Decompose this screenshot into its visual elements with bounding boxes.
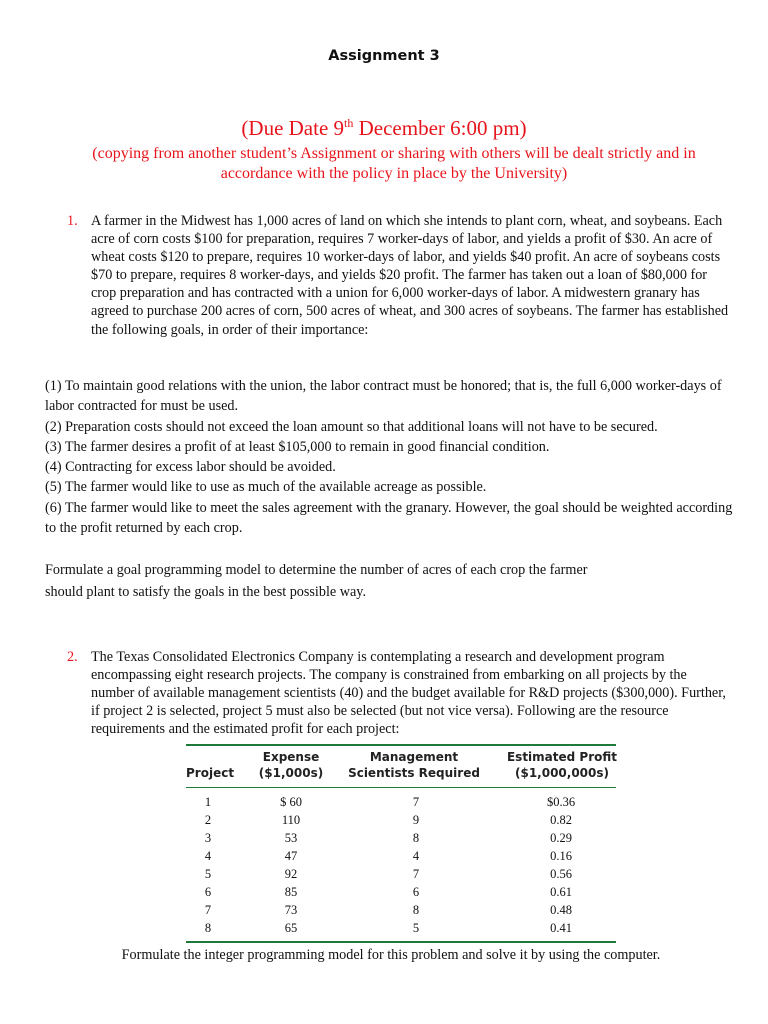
- cell-profit: 0.41: [550, 921, 572, 935]
- header-management-line1: Management: [369, 750, 459, 764]
- header-profit-line1: Estimated Profit: [506, 750, 618, 764]
- cell-scientists: 6: [412, 885, 420, 899]
- cell-scientists: 5: [412, 921, 420, 935]
- question-1-number: 1.: [67, 213, 78, 229]
- goal-item: (2) Preparation costs should not exceed the loan amount so that additional loans will not have to be secured.: [45, 418, 658, 435]
- cell-expense: $ 60: [280, 795, 302, 809]
- cell-profit: 0.82: [550, 813, 572, 827]
- table-row: [186, 903, 616, 921]
- due-sup: th: [344, 116, 354, 130]
- goal-item: (6) The farmer would like to meet the sales agreement with the granary. However, the goal should be weighted according to the profit returned by each crop.: [45, 499, 733, 537]
- table-bottom-rule: [186, 941, 616, 943]
- cell-profit: 0.56: [550, 867, 572, 881]
- cell-project: 6: [204, 885, 212, 899]
- header-expense-line1: Expense: [262, 750, 320, 764]
- cell-expense: 53: [284, 831, 298, 845]
- cell-project: 2: [204, 813, 212, 827]
- cell-scientists: 4: [412, 849, 420, 863]
- header-profit: [502, 749, 622, 781]
- cell-expense: 73: [284, 903, 298, 917]
- table-top-rule: [186, 744, 616, 746]
- cell-project: 4: [204, 849, 212, 863]
- header-expense-line2: ($1,000s): [258, 766, 324, 780]
- table-header-rule: [186, 787, 616, 788]
- cell-project: 5: [204, 867, 212, 881]
- cell-scientists: 9: [412, 813, 420, 827]
- cell-profit: 0.29: [550, 831, 572, 845]
- cell-profit: 0.16: [550, 849, 572, 863]
- table-body: [186, 795, 616, 939]
- goal-item: (4) Contracting for excess labor should be avoided.: [45, 459, 336, 476]
- due-prefix: (Due Date 9: [241, 116, 345, 140]
- cell-expense: 85: [284, 885, 298, 899]
- header-management: [346, 749, 482, 781]
- plagiarism-warning: (copying from another student’s Assignment or sharing with others will be dealt strictly and in accordance with the policy in place by the University): [92, 145, 696, 182]
- due-suffix: December 6:00 pm): [353, 116, 527, 140]
- table-row: [186, 849, 616, 867]
- header-profit-line2: ($1,000,000s): [514, 766, 610, 780]
- cell-project: 1: [204, 795, 212, 809]
- table-row: [186, 867, 616, 885]
- question-2-formulate: Formulate the integer programming model for this problem and solve it by using the computer.: [121, 947, 661, 963]
- cell-project: 3: [204, 831, 212, 845]
- cell-scientists: 8: [412, 903, 420, 917]
- cell-profit: 0.48: [550, 903, 572, 917]
- goal-item: (5) The farmer would like to use as much of the available acreage as possible.: [45, 479, 487, 496]
- cell-scientists: 7: [412, 867, 420, 881]
- cell-expense: 47: [284, 849, 298, 863]
- table-row: [186, 831, 616, 849]
- due-date: [0, 116, 768, 141]
- cell-project: 7: [204, 903, 212, 917]
- question-2-number: 2.: [67, 649, 78, 665]
- table-row: [186, 885, 616, 903]
- goal-item: (1) To maintain good relations with the union, the labor contract must be honored; that is, the full 6,000 worker-days of labor contracted for must be used.: [45, 378, 722, 415]
- cell-expense: 92: [284, 867, 298, 881]
- cell-expense: 65: [284, 921, 298, 935]
- cell-profit: 0.61: [550, 885, 572, 899]
- goal-item: (3) The farmer desires a profit of at least $105,000 to remain in good financial condition.: [45, 438, 550, 455]
- goals-list: [45, 376, 735, 538]
- cell-scientists: 8: [412, 831, 420, 845]
- page-title: Assignment 3: [328, 48, 440, 64]
- cell-project: 8: [204, 921, 212, 935]
- question-1-text: A farmer in the Midwest has 1,000 acres of land on which she intends to plant corn, wheat, and soybeans. Each acre of corn costs $100 for preparation, requires 7 worker-days of labor, and yields a profit of $30. An acre of wheat costs $120 to prepare, requires 10 worker-days of labor, and yields $40 profit. An acre of soybeans costs $70 to prepare, requires 8 worker-days, and yields $20 profit. The farmer has taken out a loan of $80,000 for crop preparation and has contracted with a union for 6,000 worker-days of labor. A midwestern granary has agreed to purchase 200 acres of corn, 500 acres of wheat, and 300 acres of soybeans. The farmer has established the following goals, in order of their importance:: [91, 213, 729, 338]
- cell-scientists: 7: [412, 795, 420, 809]
- header-expense: [256, 749, 326, 781]
- table-row: [186, 921, 616, 939]
- question-2-text: The Texas Consolidated Electronics Company is contemplating a research and development program encompassing eight research projects. The company is constrained from embarking on all projects by the number of available management scientists (40) and the budget available for R&D projects ($300,000). Further, if project 2 is selected, project 5 must also be selected (but not vice versa). Following are the resource requirements and the estimated profit for each project:: [91, 649, 726, 738]
- header-project: Project: [186, 766, 235, 780]
- cell-expense: 110: [281, 813, 301, 827]
- question-1-formulate: Formulate a goal programming model to determine the number of acres of each crop the farmer should plant to satisfy the goals in the best possible way.: [45, 562, 588, 600]
- table-row: [186, 813, 616, 831]
- cell-profit: $0.36: [546, 795, 576, 809]
- table-row: [186, 795, 616, 813]
- header-management-line2: Scientists Required: [348, 766, 480, 780]
